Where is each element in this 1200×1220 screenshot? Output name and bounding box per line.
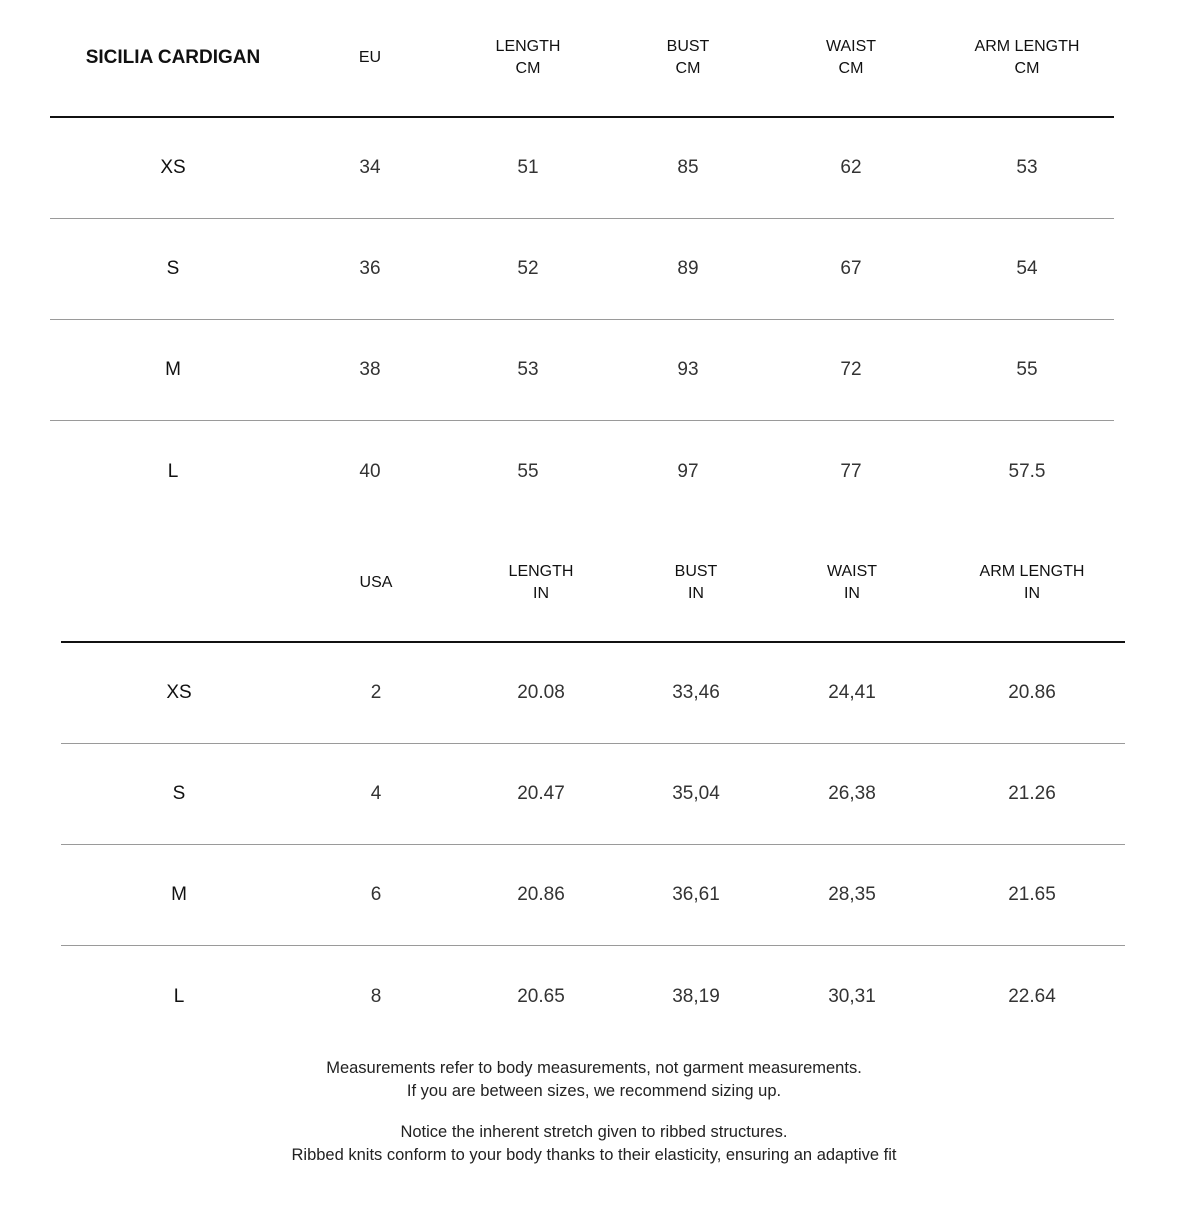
table-cell: 62 bbox=[840, 157, 862, 178]
table-cell: 21.65 bbox=[1008, 884, 1056, 905]
table-cell: 54 bbox=[1016, 258, 1038, 279]
table-cell: 35,04 bbox=[672, 783, 720, 804]
table-cell: 53 bbox=[1016, 157, 1038, 178]
column-header: LENGTH CM bbox=[495, 38, 561, 77]
table-cell: 51 bbox=[517, 157, 539, 178]
table-cell: 20.65 bbox=[517, 985, 565, 1007]
table-cell: 38,19 bbox=[672, 985, 720, 1007]
table-row bbox=[50, 219, 1114, 320]
table-cell: 55 bbox=[1016, 359, 1038, 380]
table-cell: 28,35 bbox=[828, 884, 876, 905]
table-cell: 20.86 bbox=[1008, 682, 1056, 703]
table-cell: 26,38 bbox=[828, 783, 876, 804]
table-cell: 40 bbox=[359, 460, 381, 482]
table-row bbox=[61, 845, 1125, 946]
column-header: LENGTH IN bbox=[508, 563, 574, 602]
note-line: If you are between sizes, we recommend sizing up. bbox=[406, 1082, 782, 1100]
table-cell: 85 bbox=[677, 157, 699, 178]
table-cell: 33,46 bbox=[672, 682, 720, 703]
table-cell: 21.26 bbox=[1008, 783, 1056, 804]
table-cell: 67 bbox=[840, 258, 862, 279]
table-cell: 20.47 bbox=[517, 783, 565, 804]
table-row bbox=[50, 421, 1114, 522]
table-cell: 52 bbox=[517, 258, 539, 279]
table-cell: 97 bbox=[677, 460, 699, 482]
column-header: ARM LENGTH IN bbox=[979, 563, 1085, 602]
table-cell: 89 bbox=[677, 258, 699, 279]
note-line: Measurements refer to body measurements, not garment measurements. bbox=[326, 1059, 862, 1077]
column-header: ARM LENGTH CM bbox=[974, 38, 1080, 77]
table-cell: 6 bbox=[370, 884, 382, 905]
table-row bbox=[61, 946, 1125, 1047]
table-cell: 4 bbox=[370, 783, 382, 804]
column-header: BUST IN bbox=[674, 563, 718, 602]
product-title bbox=[49, 525, 309, 641]
product-title: SICILIA CARDIGAN bbox=[85, 47, 261, 68]
table-cell: 53 bbox=[517, 359, 539, 380]
note-line: Notice the inherent stretch given to ribbed structures. bbox=[400, 1123, 788, 1141]
table-cell: 22.64 bbox=[1008, 985, 1056, 1007]
table-cell: 55 bbox=[517, 460, 539, 482]
table-cell: 38 bbox=[359, 359, 381, 380]
table-cell: 93 bbox=[677, 359, 699, 380]
measurement-note bbox=[0, 1057, 1188, 1103]
note-line: Ribbed knits conform to your body thanks to their elasticity, ensuring an adaptive fit bbox=[291, 1146, 897, 1164]
table-cell: 20.86 bbox=[517, 884, 565, 905]
table-cell: 24,41 bbox=[828, 682, 876, 703]
column-header: WAIST IN bbox=[826, 563, 878, 602]
table-cell: 34 bbox=[359, 157, 381, 178]
size-label: S bbox=[166, 258, 180, 279]
column-header: USA bbox=[359, 574, 393, 591]
size-label: M bbox=[171, 884, 187, 905]
size-label: L bbox=[167, 460, 179, 482]
table-row bbox=[50, 118, 1114, 219]
size-label: L bbox=[173, 985, 185, 1007]
size-label: S bbox=[172, 783, 186, 804]
table-cell: 72 bbox=[840, 359, 862, 380]
table-cell: 2 bbox=[370, 682, 382, 703]
table-cell: 8 bbox=[370, 985, 382, 1007]
table-cell: 36,61 bbox=[672, 884, 720, 905]
table-header bbox=[61, 525, 1125, 643]
stretch-note bbox=[0, 1121, 1188, 1167]
table-cell: 57.5 bbox=[1008, 460, 1046, 482]
size-label: XS bbox=[160, 157, 186, 178]
column-header: BUST CM bbox=[666, 38, 710, 77]
table-row bbox=[61, 744, 1125, 845]
table-cell: 20.08 bbox=[517, 682, 565, 703]
column-header: EU bbox=[358, 49, 382, 66]
table-cell: 30,31 bbox=[828, 985, 876, 1007]
table-cell: 36 bbox=[359, 258, 381, 279]
table-header bbox=[50, 0, 1114, 118]
table-row bbox=[61, 643, 1125, 744]
column-header: WAIST CM bbox=[825, 38, 877, 77]
size-label: M bbox=[165, 359, 181, 380]
table-cell: 77 bbox=[840, 460, 862, 482]
size-label: XS bbox=[166, 682, 192, 703]
table-row bbox=[50, 320, 1114, 421]
